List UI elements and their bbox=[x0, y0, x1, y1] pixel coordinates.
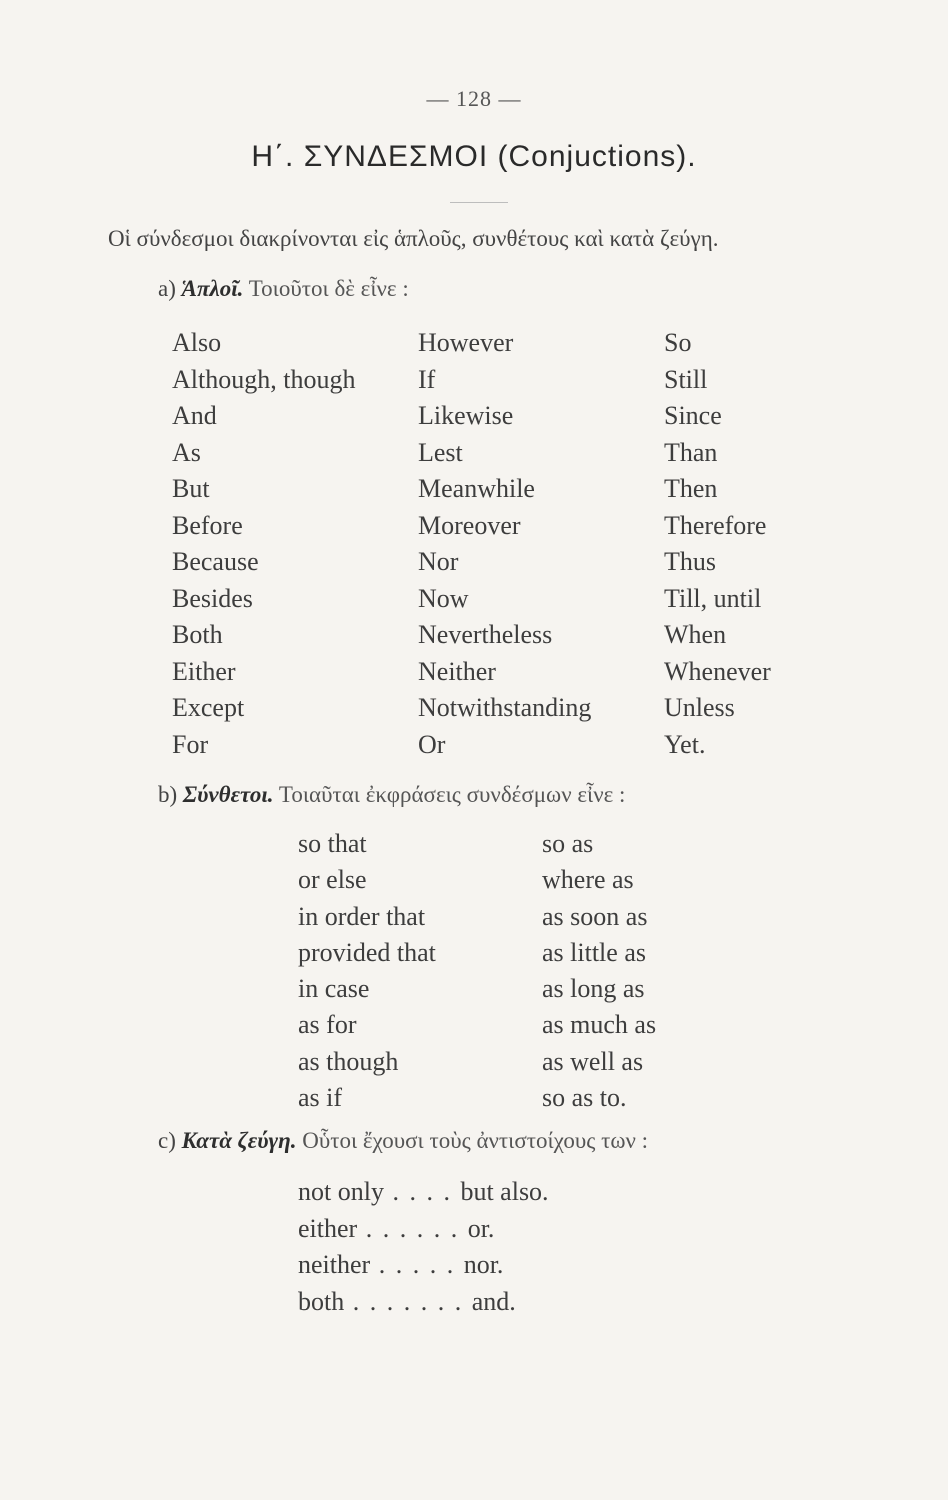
list-item: Except bbox=[172, 693, 245, 722]
list-item: Likewise bbox=[418, 401, 514, 430]
list-item: as if bbox=[298, 1083, 343, 1113]
list-item: Although, though bbox=[172, 364, 356, 394]
list-item: And bbox=[172, 401, 217, 430]
list-item: as much as bbox=[542, 1010, 657, 1040]
list-item: or else bbox=[298, 865, 367, 895]
list-item: However bbox=[418, 328, 514, 357]
list-item: so that bbox=[298, 829, 367, 858]
list-item: Neither bbox=[418, 656, 496, 686]
list-item: where as bbox=[542, 865, 634, 895]
list-item: Either bbox=[172, 656, 236, 686]
section-c-description: Οὗτοι ἔχουσι τοὺς ἀντιστοίχους των : bbox=[302, 1128, 649, 1153]
list-item: Also bbox=[172, 328, 222, 357]
list-item: Before bbox=[172, 510, 243, 540]
section-a-column-1 bbox=[172, 325, 355, 763]
list-item: Yet. bbox=[664, 729, 706, 759]
list-item: When bbox=[664, 620, 727, 649]
list-item: Because bbox=[172, 547, 259, 576]
section-b-column-2 bbox=[542, 826, 656, 1116]
list-item: Thus bbox=[664, 547, 716, 576]
pair-row bbox=[298, 1247, 549, 1284]
list-item: Nevertheless bbox=[418, 620, 553, 649]
list-item: so as bbox=[542, 829, 594, 858]
pair-first: both bbox=[298, 1287, 345, 1317]
section-a-term: Ἁπλοῖ. bbox=[181, 276, 244, 301]
list-item: If bbox=[418, 364, 436, 394]
pair-first: neither bbox=[298, 1250, 371, 1280]
pair-row bbox=[298, 1174, 549, 1211]
list-item: in case bbox=[298, 974, 370, 1004]
pair-leader-dots: . . . . bbox=[383, 1177, 461, 1206]
section-a-column-3 bbox=[664, 325, 771, 763]
list-item: Therefore bbox=[664, 510, 767, 540]
list-item: as for bbox=[298, 1010, 357, 1040]
chapter-title: Η΄. ΣΥΝΔΕΣΜΟΙ (Conjuctions). bbox=[251, 140, 697, 173]
section-b-term: Σύνθετοι. bbox=[182, 782, 274, 807]
list-item: as well as bbox=[542, 1046, 644, 1076]
pair-leader-dots: . . . . . . bbox=[357, 1213, 468, 1243]
pair-second: but also. bbox=[460, 1177, 549, 1206]
intro-text: Οἱ σύνδεσμοι διακρίνονται εἰς ἁπλοῦς, συνθέτους καὶ κατὰ ζεύγη. bbox=[108, 226, 719, 251]
list-item: Then bbox=[664, 474, 718, 503]
list-item: Whenever bbox=[664, 656, 771, 686]
list-item: Notwithstanding bbox=[418, 693, 592, 722]
pair-leader-dots: . . . . . . . bbox=[344, 1287, 472, 1317]
section-c-pairs bbox=[298, 1174, 549, 1321]
section-b-label: b) bbox=[158, 782, 178, 807]
section-b-heading bbox=[158, 782, 625, 808]
pair-second: or. bbox=[467, 1213, 495, 1243]
section-a-label: a) bbox=[158, 276, 176, 301]
pair-row bbox=[298, 1284, 549, 1321]
list-item: Besides bbox=[172, 583, 253, 613]
pair-leader-dots: . . . . . bbox=[370, 1250, 464, 1280]
list-item: so as to. bbox=[542, 1083, 627, 1113]
list-item: Moreover bbox=[418, 510, 521, 540]
list-item: Or bbox=[418, 729, 446, 759]
pair-first: either bbox=[298, 1213, 358, 1243]
title-divider bbox=[450, 202, 508, 203]
list-item: For bbox=[172, 729, 209, 759]
pair-second: and. bbox=[471, 1287, 516, 1317]
pair-row bbox=[298, 1211, 549, 1248]
list-item: Nor bbox=[418, 547, 459, 576]
list-item: Both bbox=[172, 620, 223, 649]
section-c-heading bbox=[158, 1128, 648, 1154]
list-item: But bbox=[172, 474, 210, 503]
list-item: provided that bbox=[298, 937, 436, 967]
list-item: As bbox=[172, 437, 201, 467]
list-item: as though bbox=[298, 1046, 399, 1076]
section-a-heading bbox=[158, 276, 409, 302]
list-item: as soon as bbox=[542, 901, 648, 931]
section-c-term: Κατὰ ζεύγη. bbox=[181, 1128, 297, 1153]
section-a-description: Τοιοῦτοι δὲ εἶνε : bbox=[248, 276, 409, 301]
list-item: in order that bbox=[298, 901, 426, 931]
list-item: as little as bbox=[542, 937, 646, 967]
list-item: Still bbox=[664, 364, 708, 394]
pair-first: not only bbox=[298, 1177, 384, 1206]
section-a-column-2 bbox=[418, 325, 591, 763]
list-item: Meanwhile bbox=[418, 474, 535, 503]
list-item: as long as bbox=[542, 974, 645, 1004]
section-c-label: c) bbox=[158, 1128, 176, 1153]
section-b-description: Τοιαῦται ἐκφράσεις συνδέσμων εἶνε : bbox=[278, 782, 626, 807]
list-item: Since bbox=[664, 401, 722, 430]
pair-second: nor. bbox=[463, 1250, 504, 1280]
section-b-column-1 bbox=[298, 826, 436, 1116]
list-item: So bbox=[664, 328, 692, 357]
list-item: Unless bbox=[664, 693, 735, 722]
list-item: Now bbox=[418, 583, 469, 613]
list-item: Till, until bbox=[664, 583, 762, 613]
list-item: Than bbox=[664, 437, 718, 467]
list-item: Lest bbox=[418, 437, 463, 467]
page-number: — 128 — bbox=[426, 86, 522, 111]
